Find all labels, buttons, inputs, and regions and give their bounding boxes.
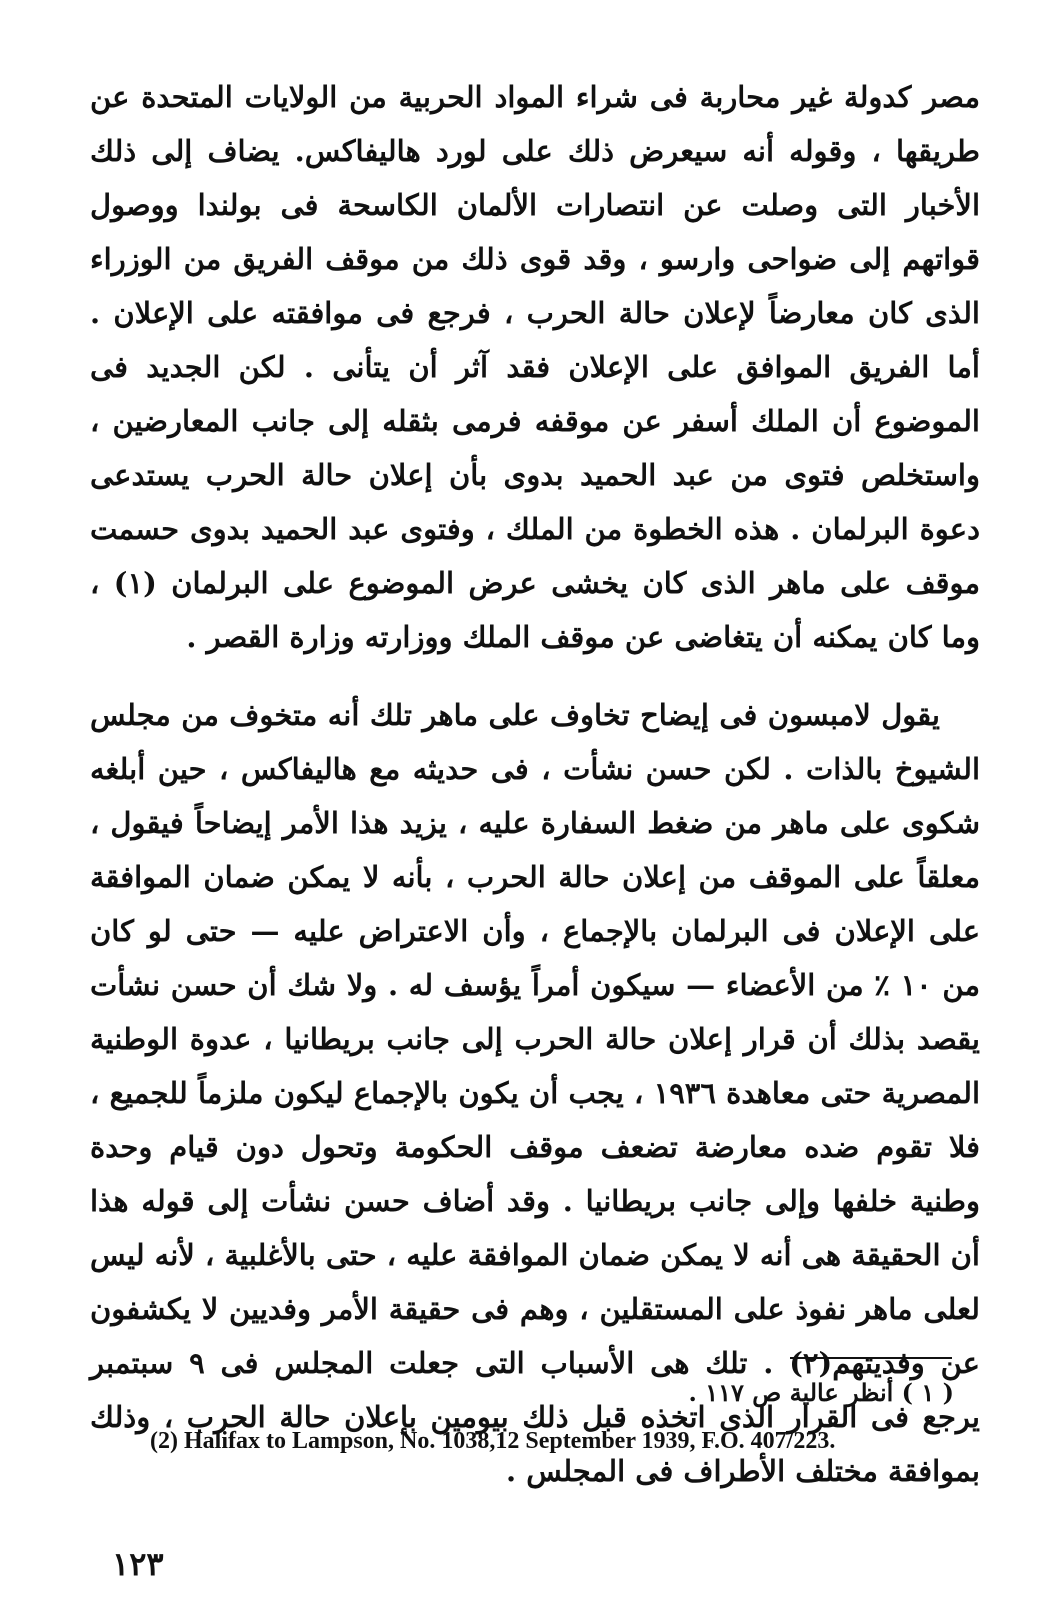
footnote-1: ( ١ ) أنظر عالية ص ١١٧ . [688, 1378, 954, 1407]
footnote-divider [790, 1357, 952, 1359]
paragraph-1: مصر كدولة غير محاربة فى شراء المواد الحربية من الولايات المتحدة عن طريقها ، وقوله أنه سيعرض ذلك على لورد هاليفاكس. يضاف إلى ذلك الأخبار التى وصلت عن انتصارات الألمان الكاسحة فى بولندا ووصول قواتهم إلى ضواحى وارسو ، وقد قوى ذلك من موقف الفريق من الوزراء الذى كان معارضاً لإعلان حالة الحرب ، فرجع فى موافقته على الإعلان . أما الفريق الموافق على الإعلان فقد آثر أن يتأنى . لكن الجديد فى الموضوع أن الملك أسفر عن موقفه فرمى بثقله إلى جانب المعارضين ، واستخلص فتوى من عبد الحميد بدوى بأن إعلان حالة الحرب يستدعى دعوة البرلمان . هذه الخطوة من الملك ، وفتوى عبد الحميد بدوى حسمت موقف على ماهر الذى كان يخشى عرض الموضوع على البرلمان (١) ، وما كان يمكنه أن يتغاضى عن موقف الملك ووزارته وزارة القصر . [90, 80, 980, 654]
page-number: ١٢٣ [112, 1545, 164, 1583]
paragraph-2: يقول لامبسون فى إيضاح تخاوف على ماهر تلك أنه متخوف من مجلس الشيوخ بالذات . لكن حسن نشأت ، فى حديثه مع هاليفاكس ، حين أبلغه شكوى على ماهر من ضغط السفارة عليه ، يزيد هذا الأمر إيضاحاً فيقول ، معلقاً على الموقف من إعلان حالة الحرب ، بأنه لا يمكن ضمان الموافقة على الإعلان فى البرلمان بالإجماع ، وأن الاعتراض عليه — حتى لو كان من ١٠ ٪ من الأعضاء — سيكون أمراً يؤسف له . ولا شك أن حسن نشأت يقصد بذلك أن قرار إعلان حالة الحرب إلى جانب بريطانيا ، عدوة الوطنية المصرية حتى معاهدة ١٩٣٦ ، يجب أن يكون بالإجماع ليكون ملزماً للجميع ، فلا تقوم ضده معارضة تضعف موقف الحكومة وتحول دون قيام وحدة وطنية خلفها وإلى جانب بريطانيا . وقد أضاف حسن نشأت إلى قوله هذا أن الحقيقة هى أنه لا يمكن ضمان الموافقة عليه ، حتى بالأغلبية ، لأنه ليس لعلى ماهر نفوذ على المستقلين ، وهم فى حقيقة الأمر وفديين لا يكشفون عن وفديتهم(٢) . تلك هى الأسباب التى جعلت المجلس فى ٩ سبتمبر يرجع فى القرار الذى اتخذه قبل ذلك بيومين بإعلان حالة الحرب ، وذلك بموافقة مختلف الأطراف فى المجلس . [90, 698, 981, 1488]
main-text [90, 70, 980, 1498]
footnote-2: (2) Halifax to Lampson, No. 1038,12 September 1939, F.O. 407/223. [150, 1428, 836, 1454]
